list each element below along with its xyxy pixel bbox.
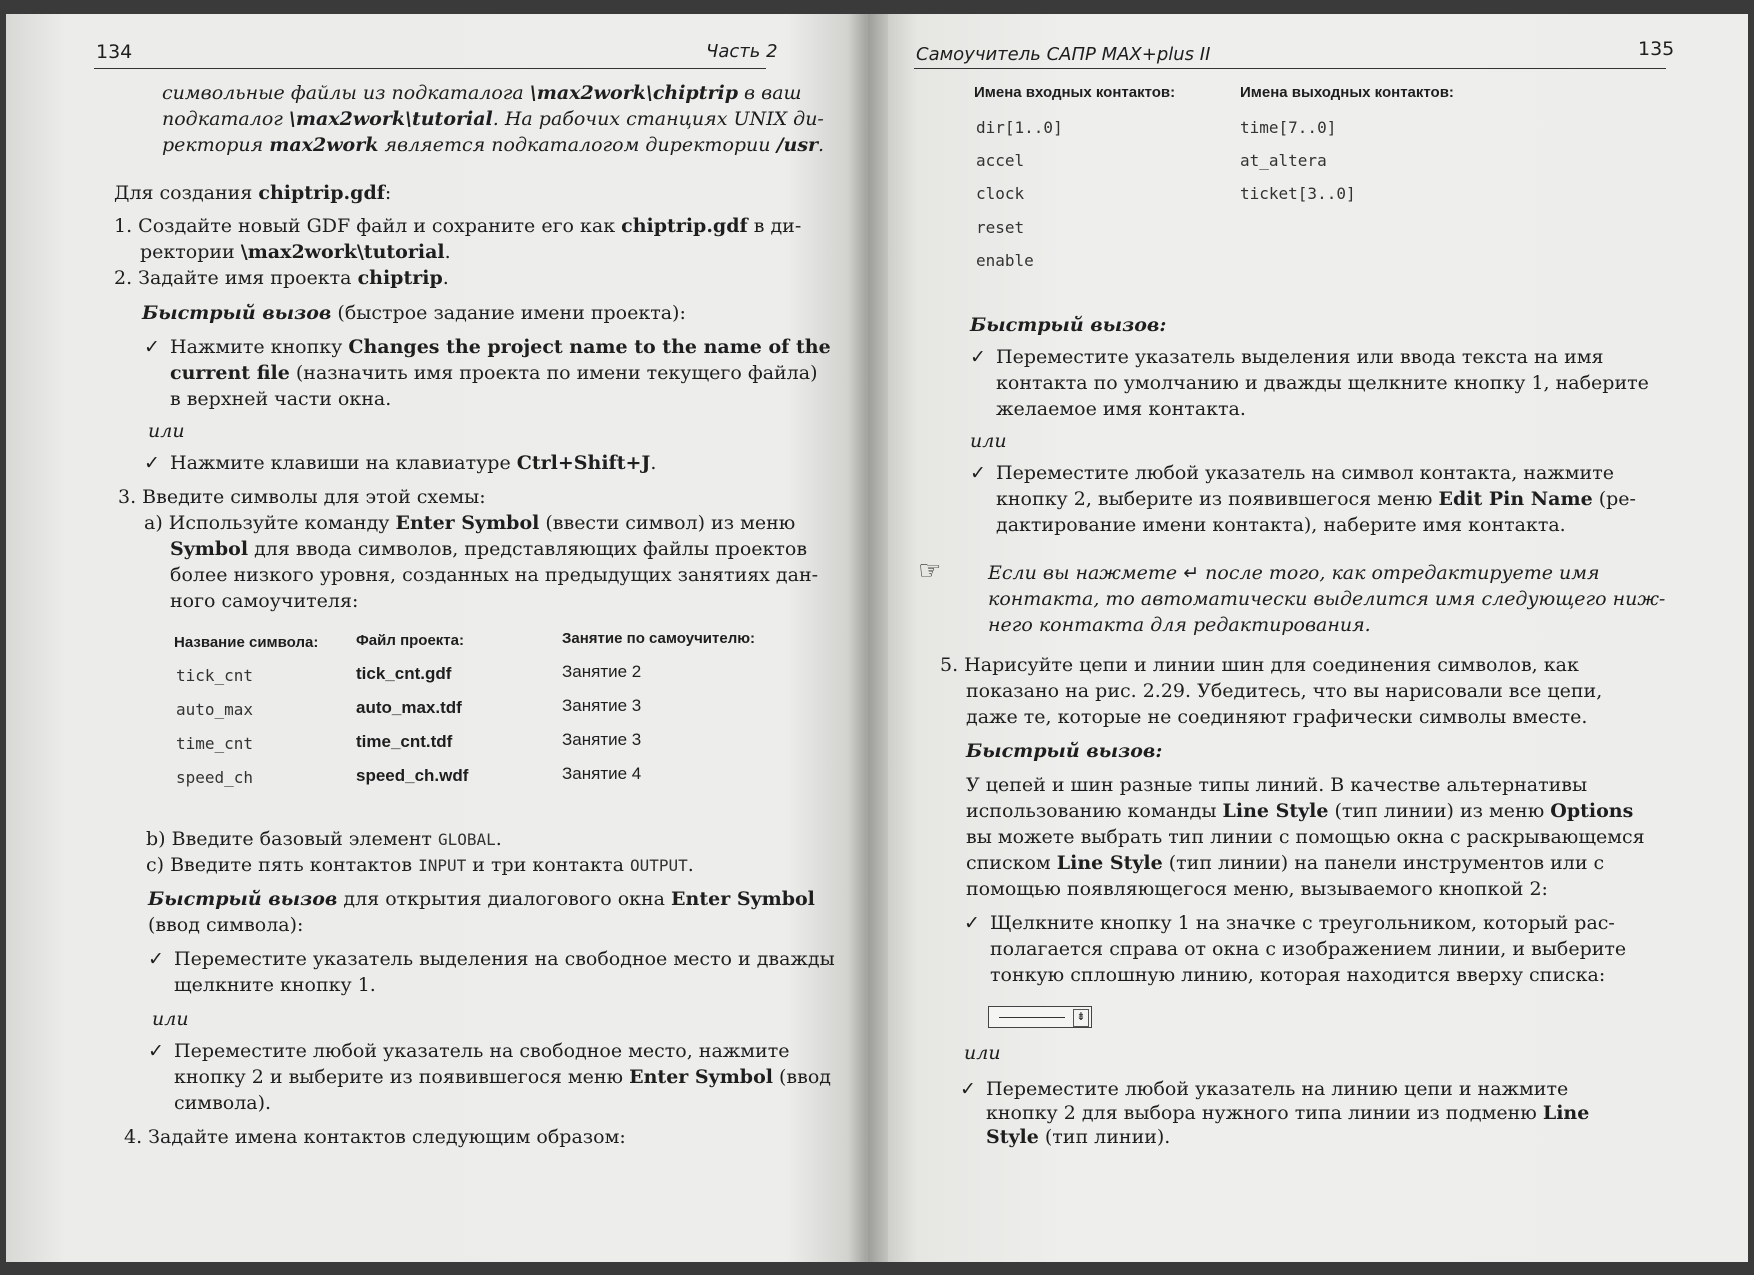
table-cell-symbol: tick_cnt [176,666,254,685]
table-header-file: Файл проекта: [356,632,464,649]
q2-option-1-line-1 [148,946,835,972]
quick-call-2-line-2: (ввод символа): [148,914,304,936]
step-dir: \max2work\tutorial [240,241,445,263]
table-cell-file: time_cnt.tdf [356,732,453,751]
paragraph-text: (тип линии) из меню [1328,800,1551,822]
quick-call-text: для открытия диалогового окна [337,888,672,910]
option-text: (назначить имя проекта по имени текущего файла) [289,362,818,384]
intro-text: символьные файлы из подкаталога [162,82,530,104]
step3-line: 3. Введите символы для этой схемы: [118,486,486,508]
q3-option-2-line-1 [970,460,1614,486]
table-cell-lesson: Занятие 3 [562,696,642,715]
menu-command: Enter Symbol [395,512,540,534]
primitive-name: OUTPUT [629,856,688,875]
create-line [114,180,391,206]
option-text: кнопку 2, выберите из появившегося меню [996,488,1439,510]
option-text: кнопку 2 и выберите из появившегося меню [174,1066,630,1088]
menu-command: Line [1542,1102,1590,1124]
quick-call-text: (быстрое задание имени проекта): [331,302,686,324]
intro-text: в ваш [738,82,802,104]
step-text: . [442,267,449,289]
q4-option-1-line-1 [964,910,1615,936]
keyboard-shortcut: Ctrl+Shift+J [516,452,651,474]
q3-option-2-line-2 [996,486,1636,512]
option-text: Переместите указатель выделения или ввода текста на имя [996,346,1604,368]
q4-option-2-line-1 [960,1076,1568,1102]
dropdown-arrow-icon[interactable]: ⇟ [1073,1009,1089,1027]
check-icon: ✓ [960,1078,976,1100]
line-style-dropdown[interactable] [988,1006,1092,1028]
primitive-name: INPUT [418,856,467,875]
intro-text: . [818,134,825,156]
left-page-number: 134 [96,41,133,63]
menu-command: Style [986,1126,1039,1148]
intro-text: ректория [162,134,270,156]
q1-option-1-line-2 [170,360,818,386]
paragraph-line-2 [966,798,1633,824]
step-text: для ввода символов, представляющих файлы проектов [248,538,808,560]
check-icon: ✓ [970,346,986,368]
check-icon: ✓ [970,462,986,484]
step5-line-3: даже те, которые не соединяют графически символы вместе. [966,706,1588,728]
intro-text: подкаталог [162,108,289,130]
note-text: Если вы нажмете [988,562,1184,584]
paragraph-text: (тип линии) на панели инструментов или с [1162,852,1605,874]
right-page-number: 135 [1638,38,1675,60]
quick-call-3-label: Быстрый вызов: [970,314,1167,336]
menu-command: Line Style [1222,800,1329,822]
option-text: . [650,452,657,474]
step1-line-2 [140,239,451,265]
input-pin-name: dir[1..0] [976,118,1063,137]
input-pin-name: clock [976,184,1025,203]
table-cell-lesson: Занятие 3 [562,730,642,749]
step-text: и три контакта [466,854,630,876]
q4-option-2-line-3 [986,1124,1170,1150]
intro-line-2 [162,106,824,132]
output-pin-name: ticket[3..0] [1240,184,1356,203]
step-text: 1. Создайте новый GDF файл и сохраните его как [114,215,622,237]
right-page-header: Самоучитель САПР MAX+plus II [916,44,1211,65]
q1-option-1-line-3: в верхней части окна. [170,388,392,410]
check-icon: ✓ [148,948,164,970]
create-file: chiptrip.gdf [258,182,385,204]
q4-option-1-line-3: тонкую сплошную линию, которая находится вверху списка: [990,964,1606,986]
menu-command: Edit Pin Name [1438,488,1593,510]
note-text: после того, как отредактируете имя [1199,562,1600,584]
step-project-name: chiptrip [357,267,443,289]
step-text: a) Используйте команду [144,512,396,534]
pointing-hand-icon: ☞ [918,556,942,586]
note-line-1 [988,560,1600,586]
step-text: в ди- [747,215,802,237]
input-pin-name: reset [976,218,1025,237]
q3-option-2-line-3: дактирование имени контакта), наберите имя контакта. [996,514,1566,536]
table-cell-lesson: Занятие 4 [562,764,642,783]
step-text: ректории [140,241,241,263]
intro-dir: /usr [776,134,819,156]
quick-call-label: Быстрый вызов [142,302,332,324]
option-text: (тип линии). [1038,1126,1171,1148]
paragraph-line-4 [966,850,1604,876]
step2-line [114,265,449,291]
table-cell-file: auto_max.tdf [356,698,462,717]
outputs-header: Имена выходных контактов: [1240,84,1454,101]
step-text: 2. Задайте имя проекта [114,267,358,289]
option-text: кнопку 2 для выбора нужного типа линии из подменю [986,1102,1543,1124]
step-text: c) Введите пять контактов [146,854,419,876]
q4-option-2-line-2 [986,1100,1589,1126]
menu-command: Enter Symbol [629,1066,773,1088]
q2-option-2-line-3: символа). [174,1092,272,1114]
menu-command: Enter Symbol [671,888,815,910]
enter-key-icon: ↵ [1183,562,1200,584]
output-pin-name: at_altera [1240,151,1327,170]
check-icon: ✓ [144,336,160,358]
option-command: current file [170,362,290,384]
q2-option-2-line-1 [148,1038,789,1064]
step-text: b) Введите базовый элемент [146,828,438,850]
table-cell-symbol: time_cnt [176,734,254,753]
option-text: Нажмите клавиши на клавиатуре [170,452,517,474]
option-text: Переместите любой указатель на символ контакта, нажмите [996,462,1614,484]
table-header-lesson: Занятие по самоучителю: [562,630,756,647]
step3b-line [146,826,502,853]
table-cell-file: tick_cnt.gdf [356,664,452,683]
q2-option-2-line-2 [174,1064,831,1090]
option-text: Щелкните кнопку 1 на значке с треугольником, который рас- [990,912,1615,934]
book-gutter [848,14,888,1262]
check-icon: ✓ [148,1040,164,1062]
intro-path: \max2work\chiptrip [529,82,739,104]
step3c-line [146,852,694,879]
step-text: (ввести символ) из меню [539,512,796,534]
note-line-3: него контакта для редактирования. [988,614,1371,636]
primitive-name: GLOBAL [437,830,496,849]
step1-line-1 [114,213,801,239]
step-text: . [444,241,451,263]
check-icon: ✓ [144,452,160,474]
quick-call-1 [142,300,686,326]
input-pin-name: accel [976,151,1025,170]
or-separator: или [964,1042,1001,1064]
step3a-line-1 [144,510,795,536]
option-text: Переместите указатель выделения на свободное место и дважды [174,948,835,970]
q1-option-1-line-1 [144,334,831,360]
step3a-line-2 [170,536,807,562]
right-header-rule [914,68,1666,69]
option-text: (ввод [772,1066,831,1088]
step5-line-1: 5. Нарисуйте цепи и линии шин для соединения символов, как [940,654,1579,676]
q1-option-2 [144,450,656,476]
q3-option-1-line-2: контакта по умолчанию и дважды щелкните кнопку 1, наберите [996,372,1649,394]
option-text: Нажмите кнопку [170,336,349,358]
table-cell-symbol: speed_ch [176,768,254,787]
solid-line-sample [999,1017,1065,1018]
step3a-line-4: ного самоучителя: [170,590,359,612]
inputs-header: Имена входных контактов: [974,84,1176,101]
left-page [6,14,868,1262]
option-text: (ре- [1592,488,1636,510]
table-cell-symbol: auto_max [176,700,254,719]
intro-dir: max2work [269,134,379,156]
option-text: Переместите любой указатель на свободное место, нажмите [174,1040,790,1062]
paragraph-line-1: У цепей и шин разные типы линий. В качестве альтернативы [966,774,1588,796]
quick-call-4-label: Быстрый вызов: [966,740,1163,762]
q3-option-1-line-3: желаемое имя контакта. [996,398,1246,420]
paragraph-text: использованию команды [966,800,1223,822]
option-text: Переместите любой указатель на линию цепи и нажмите [986,1078,1569,1100]
output-pin-name: time[7..0] [1240,118,1337,137]
step-text: . [495,828,502,850]
quick-call-label: Быстрый вызов [148,888,338,910]
table-cell-lesson: Занятие 2 [562,662,642,681]
check-icon: ✓ [964,912,980,934]
intro-text: является подкаталогом директории [378,134,777,156]
quick-call-2-line-1 [148,886,815,912]
create-text: : [384,182,392,204]
menu-name: Options [1550,800,1634,822]
or-separator: или [148,420,185,442]
toolbar-control-name: Line Style [1056,852,1163,874]
paragraph-text: списком [966,852,1057,874]
paragraph-line-3: вы можете выбрать тип линии с помощью окна с раскрывающемся [966,826,1645,848]
q2-option-1-line-2: щелкните кнопку 1. [174,974,376,996]
note-line-2: контакта, то автоматически выделится имя следующего ниж- [988,588,1666,610]
or-separator: или [152,1008,189,1030]
left-header-rule [94,68,766,69]
table-cell-file: speed_ch.wdf [356,766,469,785]
intro-text: . На рабочих станциях UNIX ди- [492,108,824,130]
input-pin-name: enable [976,251,1034,270]
table-header-symbol: Название символа: [174,634,319,651]
or-separator: или [970,430,1007,452]
right-page [868,14,1748,1262]
step-text: . [687,854,694,876]
create-text: Для создания [114,182,259,204]
step-file: chiptrip.gdf [621,215,748,237]
intro-line-3 [162,132,824,158]
step5-line-2: показано на рис. 2.29. Убедитесь, что вы нарисовали все цепи, [966,680,1603,702]
intro-line-1 [162,80,802,106]
q3-option-1-line-1 [970,344,1604,370]
intro-path: \max2work\tutorial [288,108,493,130]
left-page-header: Часть 2 [706,41,778,62]
paragraph-line-5: помощью появляющегося меню, вызываемого кнопкой 2: [966,878,1548,900]
menu-name: Symbol [170,538,249,560]
option-command: Changes the project name to the name of the [348,336,831,358]
step3a-line-3: более низкого уровня, созданных на предыдущих занятиях дан- [170,564,819,586]
step4-line: 4. Задайте имена контактов следующим образом: [124,1126,626,1148]
q4-option-1-line-2: полагается справа от окна с изображением линии, и выберите [990,938,1627,960]
